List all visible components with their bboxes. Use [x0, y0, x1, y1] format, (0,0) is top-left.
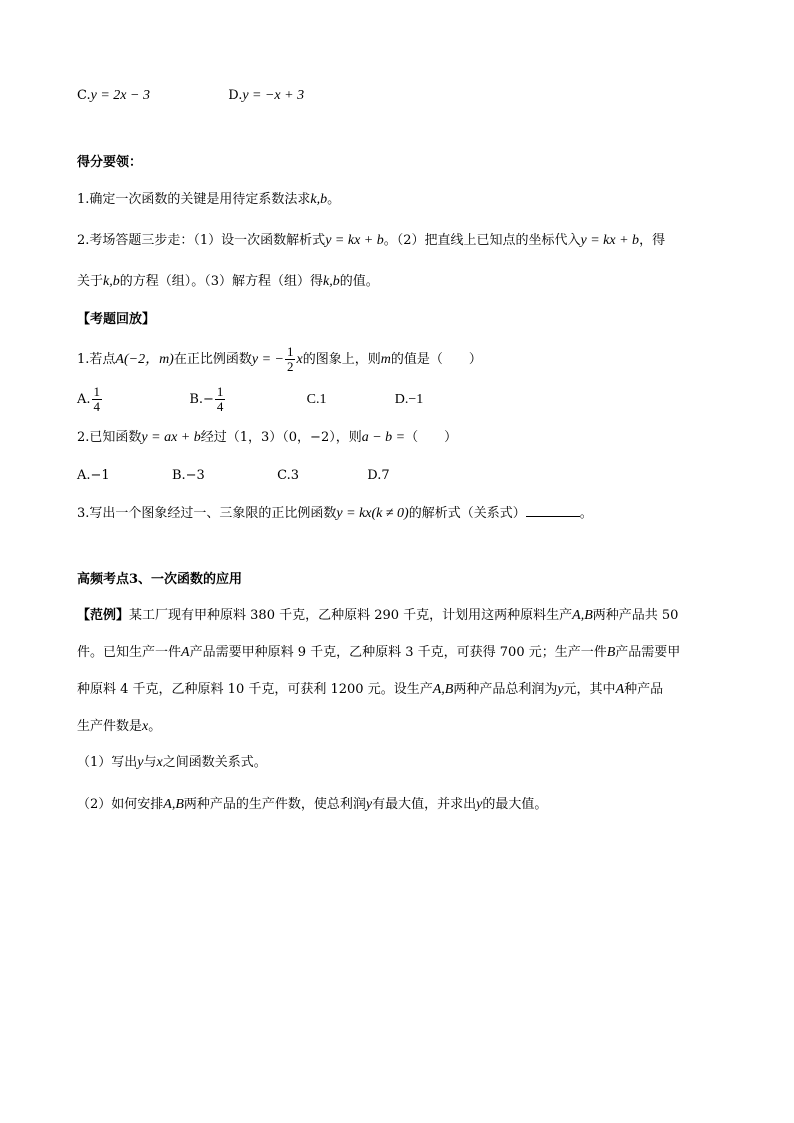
q1-option-b-label: B.− — [189, 392, 214, 407]
sub2-math-a: A,B — [163, 797, 184, 812]
q1-fraction — [285, 345, 296, 374]
option-c-label: C. — [77, 88, 91, 103]
sub2-var-y-1: y — [365, 797, 373, 812]
tips-p1-text: 1.确定一次函数的关键是用待定系数法求 — [77, 192, 311, 207]
question-2 — [77, 428, 457, 448]
q1-text-d: 的值是（ ） — [390, 352, 482, 367]
q1-option-c: C.1 — [306, 392, 327, 407]
example-line-2 — [77, 643, 680, 663]
q1-text-c: 的图象上，则 — [302, 352, 381, 367]
example-tag: 【范例】 — [77, 608, 130, 623]
sub2-text-a: （2）如何安排 — [77, 797, 164, 812]
review-heading: 【考题回放】 — [77, 312, 156, 327]
q2-expr: a − b = — [361, 430, 406, 445]
prev-options-row — [77, 86, 304, 106]
example-l4-end: 。 — [148, 719, 162, 734]
q1-option-a-num: 1 — [93, 384, 101, 399]
example-l4-text-a: 生产件数是 — [77, 719, 143, 734]
example-l2-text-a: 件。已知生产一件 — [77, 645, 182, 660]
q1-option-b-fraction — [215, 385, 226, 414]
example-l4-math: x — [142, 719, 149, 734]
tips-p2-text-b: 。（2）把直线上已知点的坐标代入 — [383, 233, 581, 248]
q2-option-a: A.−1 — [77, 468, 110, 483]
sub1-var-y: y — [137, 755, 144, 770]
sub1-text-c: 之间函数关系式。 — [162, 755, 267, 770]
tips-p2-text-c: ，得 — [639, 233, 666, 248]
q1-option-d: D.−1 — [394, 392, 424, 407]
question-1-options — [77, 385, 423, 414]
example-l3-math-b: y — [557, 682, 564, 697]
tips-p1-end: 。 — [327, 192, 341, 207]
example-l1-end: 两种产品共 50 — [592, 608, 679, 623]
q2-text-c: （ ） — [405, 430, 458, 445]
sub2-text-c: 有最大值，并求出 — [372, 797, 477, 812]
q1-option-a-fraction — [92, 385, 103, 414]
q2-option-d: D.7 — [367, 468, 390, 483]
option-d-expr: y = −x + 3 — [242, 88, 305, 103]
example-l2-text-c: 产品需要甲 — [615, 645, 681, 660]
q1-func-a: y = − — [251, 352, 284, 367]
q1-text-b: 在正比例函数 — [173, 352, 252, 367]
sub1-var-x: x — [156, 755, 163, 770]
tips-p1-math: k,b — [310, 192, 328, 207]
q2-option-b: B.−3 — [171, 468, 205, 483]
tips-p3-math-b: k,b — [323, 274, 340, 289]
q2-text-a: 2.已知函数 — [77, 430, 142, 445]
q1-var-m: m — [380, 352, 391, 367]
tips-heading: 得分要领： — [77, 155, 143, 170]
sub2-var-y-2: y — [476, 797, 483, 812]
sub1-text-b: 与 — [143, 755, 157, 770]
example-l2-math-b: B — [606, 645, 616, 660]
q3-answer-blank[interactable] — [526, 503, 580, 517]
example-l3-text-a: 种原料 4 千克，乙种原料 10 千克，可获利 1200 元。设生产 — [77, 682, 433, 697]
question-3 — [77, 503, 593, 524]
example-line-1 — [77, 606, 678, 626]
q1-text-a: 1.若点 — [77, 352, 116, 367]
q1-func-b: x — [296, 352, 303, 367]
sub1-text-a: （1）写出 — [77, 755, 138, 770]
tips-p3-text-b: 的方程（组）。（3）解方程（组）得 — [119, 274, 324, 289]
option-d-label: D. — [228, 88, 243, 103]
tips-p2-text-a: 2.考场答题三步走：（1）设一次函数解析式 — [77, 233, 326, 248]
question-1 — [77, 345, 482, 374]
example-l1-text: 某工厂现有甲种原料 380 千克，乙种原料 290 千克，计划用这两种原料生产 — [129, 608, 573, 623]
sub-question-2 — [77, 795, 547, 815]
example-l1-math: A,B — [572, 608, 593, 623]
q3-func: y = kx(k ≠ 0) — [336, 506, 409, 521]
q2-text-b: 经过（1，3）（0，−2），则 — [200, 430, 362, 445]
example-l2-text-b: 产品需要甲种原料 9 千克，乙种原料 3 千克，可获得 700 元；生产一件 — [189, 645, 607, 660]
tips-p3-text-c: 的值。 — [339, 274, 379, 289]
example-l3-math-a: A,B — [432, 682, 454, 697]
q3-text-b: 的解析式（关系式） — [408, 506, 526, 521]
q1-point: A(−2，m) — [115, 352, 174, 367]
q1-frac-num: 1 — [286, 344, 294, 359]
tips-p3-math-a: k,b — [103, 274, 120, 289]
example-l3-text-d: 种产品 — [624, 682, 664, 697]
tips-point-2 — [77, 231, 665, 251]
q1-option-a-label: A. — [77, 392, 91, 407]
q3-text-end: 。 — [579, 506, 593, 521]
option-c-expr: y = 2x − 3 — [90, 88, 150, 103]
q1-option-b-num: 1 — [216, 384, 224, 399]
tips-p3-text-a: 关于 — [77, 274, 104, 289]
example-l3-math-c: A — [615, 682, 625, 697]
tips-p2-math-b: y = kx + b — [580, 233, 640, 248]
question-2-options — [77, 466, 390, 486]
sub2-text-d: 的最大值。 — [482, 797, 548, 812]
example-line-3 — [77, 680, 663, 700]
tips-point-1 — [77, 190, 340, 210]
sub-question-1 — [77, 753, 267, 773]
example-l3-text-c: 元，其中 — [563, 682, 616, 697]
example-l2-math-a: A — [181, 645, 190, 660]
q2-option-c: C.3 — [277, 468, 299, 483]
q3-text-a: 3.写出一个图象经过一、三象限的正比例函数 — [77, 506, 337, 521]
q2-func: y = ax + b — [141, 430, 201, 445]
sub2-text-b: 两种产品的生产件数，使总利润 — [183, 797, 366, 812]
q1-option-b-den: 4 — [216, 399, 224, 414]
section3-heading: 高频考点3、一次函数的应用 — [77, 572, 243, 587]
q1-option-a-den: 4 — [93, 399, 101, 414]
tips-p2-math-a: y = kx + b — [325, 233, 384, 248]
example-l3-text-b: 两种产品总利润为 — [453, 682, 558, 697]
q1-frac-den: 2 — [286, 359, 294, 374]
example-line-4 — [77, 717, 161, 737]
tips-point-2-cont — [77, 272, 379, 292]
